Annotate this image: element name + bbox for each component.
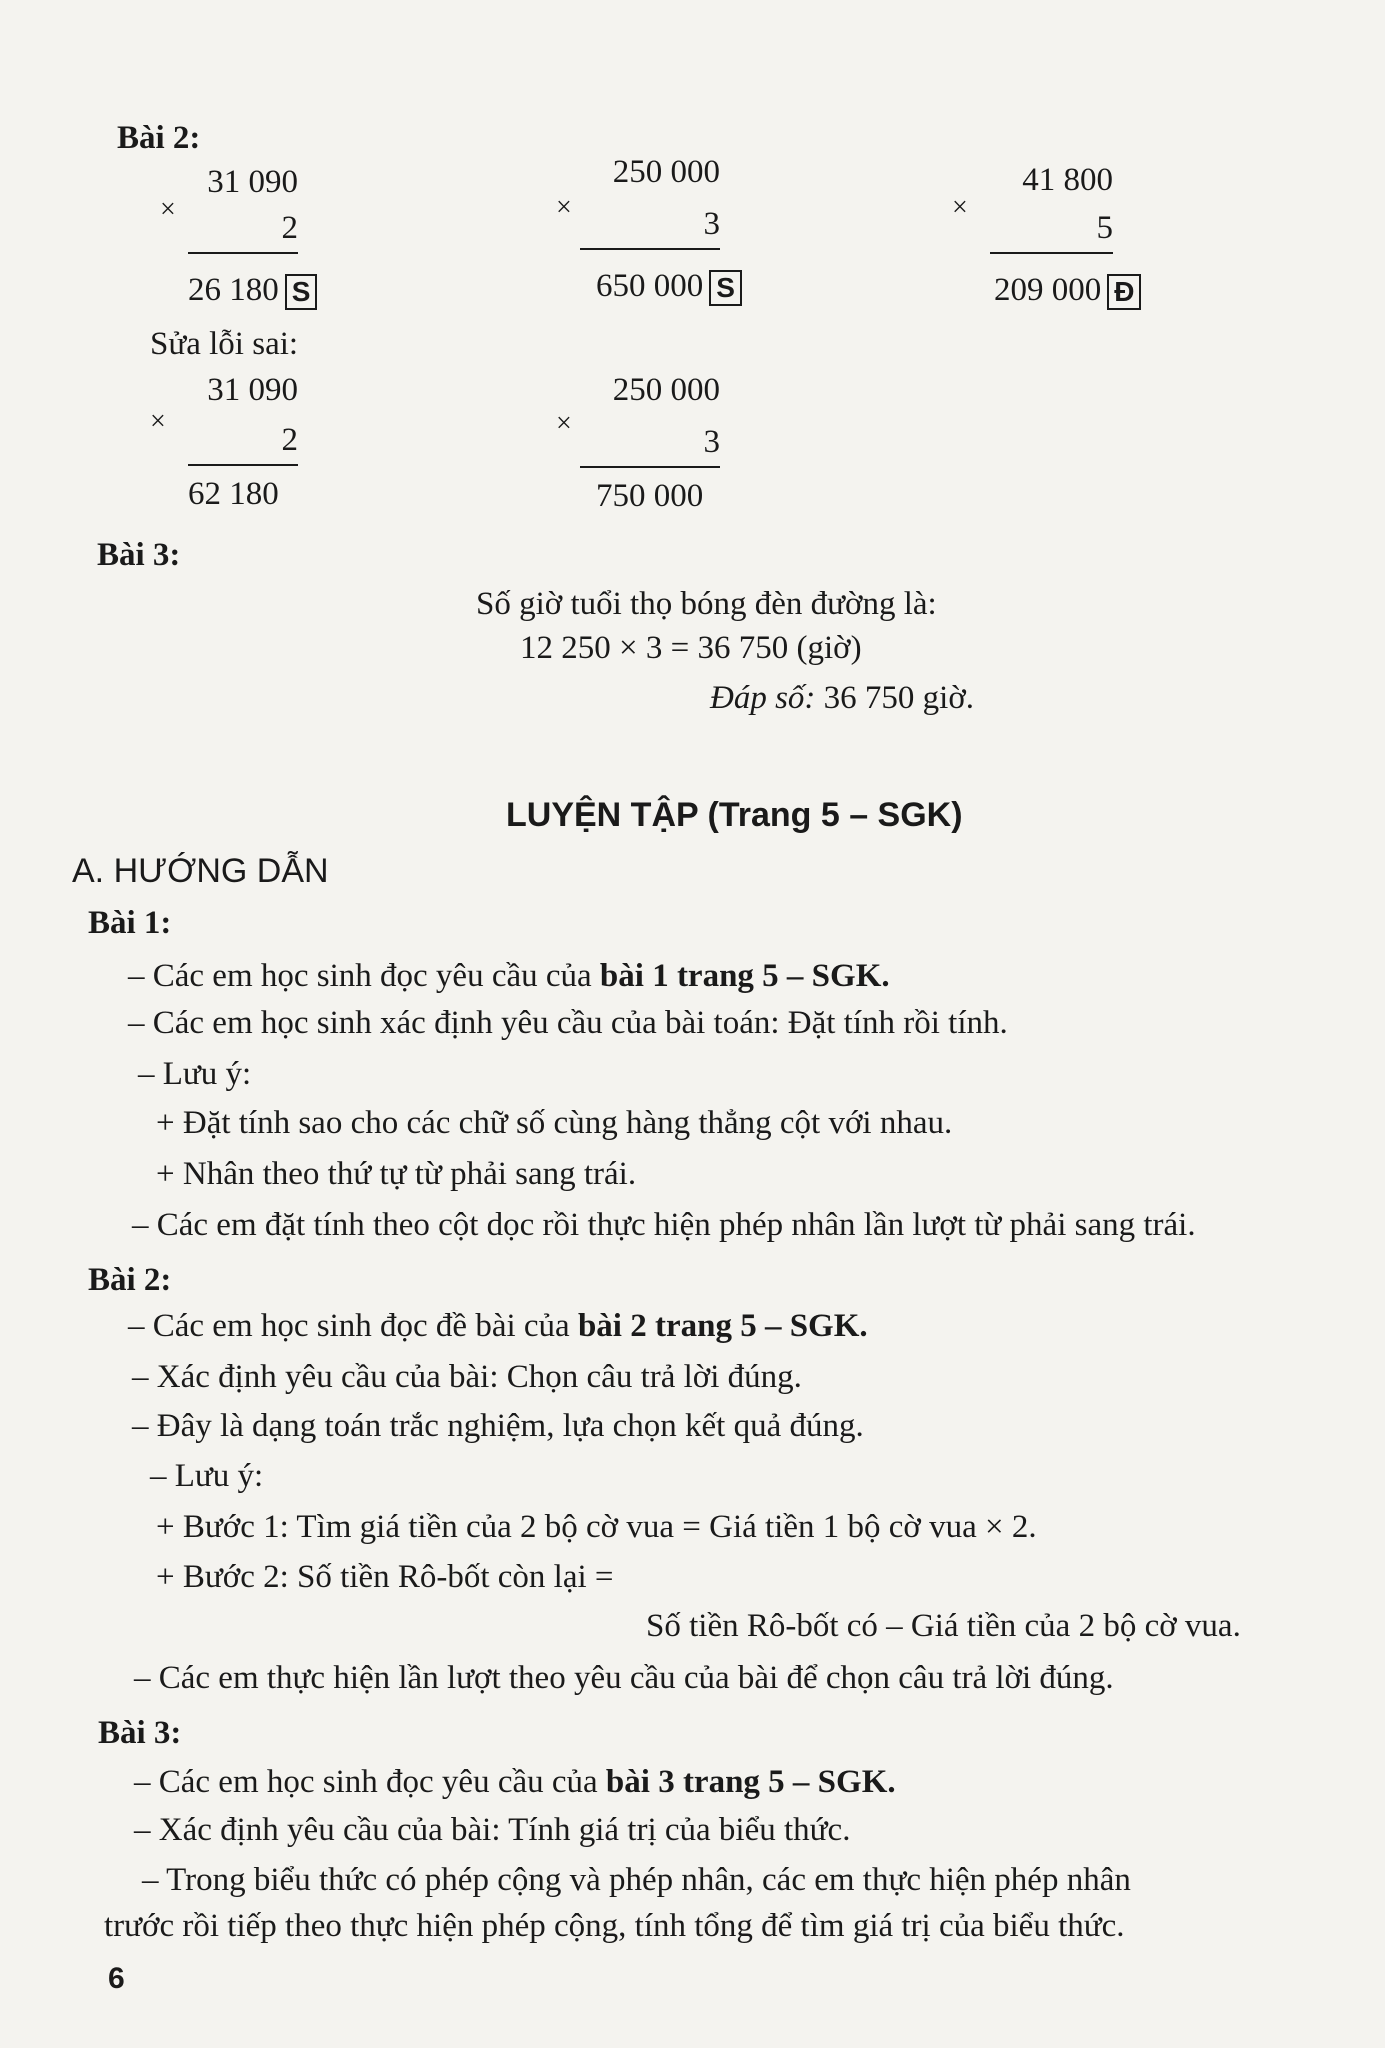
bai2-line-5: + Bước 1: Tìm giá tiền của 2 bộ cờ vua = Giá tiền 1 bộ cờ vua × 2. (156, 1509, 1037, 1545)
bai1-line-4: + Đặt tính sao cho các chữ số cùng hàng thẳng cột với nhau. (156, 1105, 953, 1141)
text-bold: bài 1 trang 5 – SGK. (599, 958, 890, 994)
bai1-line-1 (128, 956, 890, 996)
result-row (188, 270, 317, 310)
mark-box: Đ (1107, 274, 1141, 310)
result: 26 180 (188, 272, 279, 308)
multiplier: 2 (281, 210, 298, 246)
guide-title: A. HƯỚNG DẪN (72, 852, 329, 890)
text: – Các em học sinh đọc yêu cầu của (134, 1764, 606, 1800)
multiplicand: 250 000 (612, 154, 720, 190)
text-bold: bài 2 trang 5 – SGK. (577, 1308, 868, 1344)
result-row (994, 270, 1141, 310)
bai1-heading: Bài 1: (88, 905, 172, 941)
result: 750 000 (596, 478, 704, 514)
bai2-line-7: Số tiền Rô-bốt có – Giá tiền của 2 bộ cờ vua. (646, 1608, 1241, 1644)
multiplicand: 31 090 (207, 372, 298, 408)
times-sign: × (556, 192, 572, 223)
bai2-line-8: – Các em thực hiện lần lượt theo yêu cầu của bài để chọn câu trả lời đúng. (134, 1660, 1114, 1696)
times-sign: × (556, 408, 572, 439)
answer-value: 36 750 giờ. (815, 680, 975, 716)
result: 209 000 (994, 272, 1102, 308)
section-title: LUYỆN TẬP (Trang 5 – SGK) (506, 796, 963, 834)
multiplier: 3 (703, 424, 720, 460)
result: 62 180 (188, 476, 279, 512)
bai3-guide-heading: Bài 3: (98, 1715, 182, 1751)
answer-label: Đáp số: (710, 680, 816, 716)
result-rule (990, 252, 1113, 254)
bai3-heading: Bài 3: (97, 537, 181, 573)
bai3-line-3: – Trong biểu thức có phép cộng và phép nhân, các em thực hiện phép nhân (142, 1862, 1131, 1898)
result-rule (188, 252, 298, 254)
times-sign: × (150, 406, 166, 437)
bai2-heading: Bài 2: (117, 120, 201, 156)
bai1-line-2: – Các em học sinh xác định yêu cầu của bài toán: Đặt tính rồi tính. (128, 1005, 1008, 1041)
text-bold: bài 3 trang 5 – SGK. (605, 1764, 896, 1800)
bai2-line-6: + Bước 2: Số tiền Rô-bốt còn lại = (156, 1559, 614, 1595)
mark-box: S (709, 270, 742, 306)
result-rule (580, 248, 720, 250)
text: – Các em học sinh đọc đề bài của (128, 1308, 578, 1344)
answer-line (710, 678, 974, 718)
multiplicand: 250 000 (612, 372, 720, 408)
bai3-line-1 (134, 1762, 896, 1802)
solution-line-1: Số giờ tuổi thọ bóng đèn đường là: (476, 586, 937, 622)
bai2-line-3: – Đây là dạng toán trắc nghiệm, lựa chọn kết quả đúng. (132, 1408, 864, 1444)
bai2-line-4: – Lưu ý: (150, 1458, 264, 1494)
bai1-line-6: – Các em đặt tính theo cột dọc rồi thực hiện phép nhân lần lượt từ phải sang trái. (132, 1207, 1196, 1243)
correction-label: Sửa lỗi sai: (150, 326, 299, 362)
multiplier: 2 (281, 422, 298, 458)
bai1-line-5: + Nhân theo thứ tự từ phải sang trái. (156, 1156, 637, 1192)
result-rule (188, 464, 298, 466)
multiplicand: 41 800 (1022, 162, 1113, 198)
result: 650 000 (596, 268, 704, 304)
result-row (596, 266, 742, 306)
bai1-line-3: – Lưu ý: (138, 1056, 252, 1092)
mark-box: S (285, 274, 318, 310)
times-sign: × (160, 194, 176, 225)
bai2-line-2: – Xác định yêu cầu của bài: Chọn câu trả lời đúng. (132, 1359, 802, 1395)
bai3-line-2: – Xác định yêu cầu của bài: Tính giá trị của biểu thức. (134, 1812, 851, 1848)
bai2-guide-heading: Bài 2: (88, 1262, 172, 1298)
page-number: 6 (108, 1962, 125, 1995)
bai2-line-1 (128, 1306, 868, 1346)
text: – Các em học sinh đọc yêu cầu của (128, 958, 600, 994)
solution-line-2: 12 250 × 3 = 36 750 (giờ) (520, 630, 862, 666)
multiplier: 3 (703, 206, 720, 242)
bai3-line-4: trước rồi tiếp theo thực hiện phép cộng, tính tổng để tìm giá trị của biểu thức. (104, 1908, 1125, 1944)
multiplicand: 31 090 (207, 164, 298, 200)
times-sign: × (952, 192, 968, 223)
multiplier: 5 (1096, 210, 1113, 246)
result-rule (580, 466, 720, 468)
